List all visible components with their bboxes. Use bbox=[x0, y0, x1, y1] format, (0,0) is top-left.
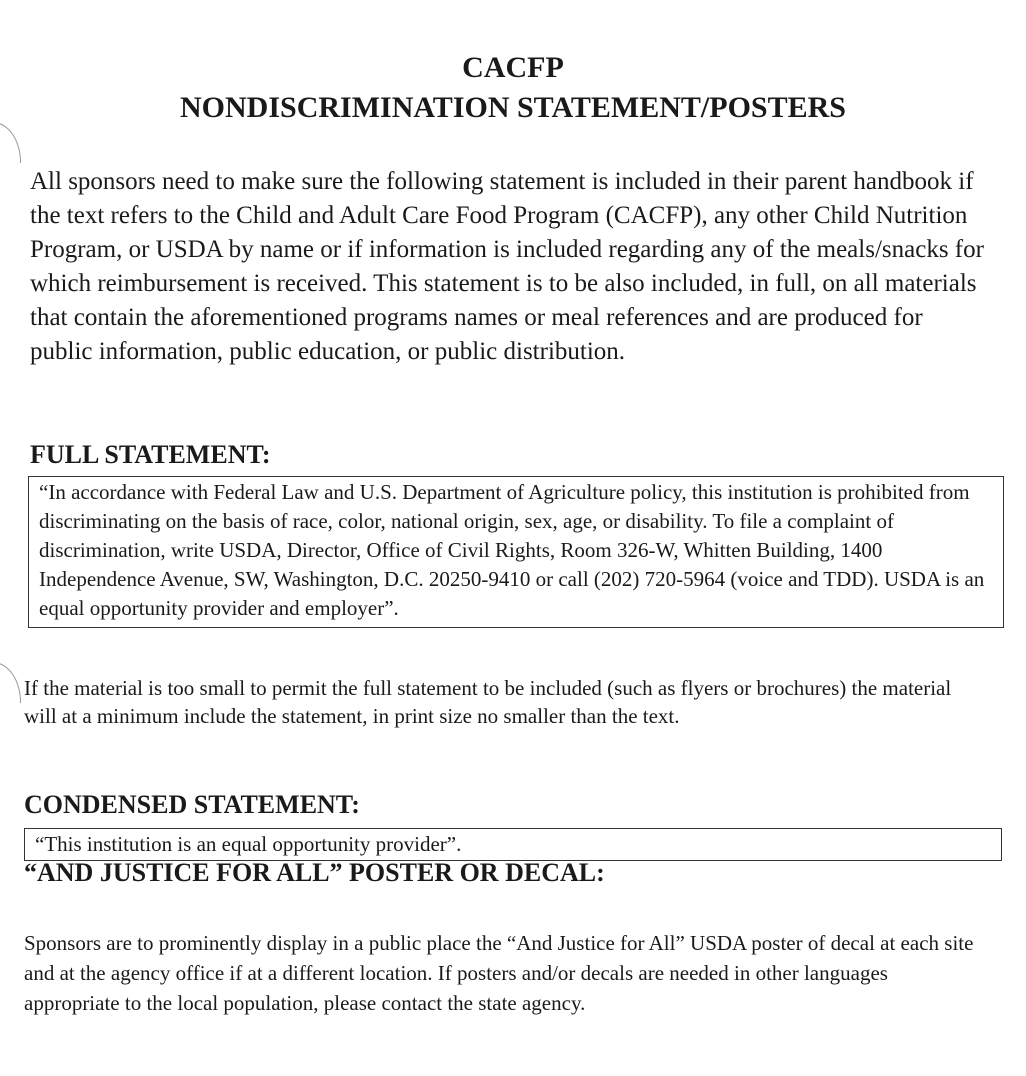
poster-paragraph: Sponsors are to prominently display in a public place the “And Justice for All” USDA poster of decal at each site and at the agency office if at a different location. If posters and/or decals are needed in other languages appropriate to the local population, please contact the state agency. bbox=[24, 931, 974, 1015]
page-curl-mark bbox=[0, 662, 21, 703]
document-title-line-2: NONDISCRIMINATION STATEMENT/POSTERS bbox=[180, 91, 846, 124]
page-curl-mark bbox=[0, 122, 21, 163]
small-material-paragraph: If the material is too small to permit the full statement to be included (such as flyers or brochures) the material will at a minimum include the statement, in print size no smaller than the text. bbox=[24, 676, 952, 728]
document-title-line-1: CACFP bbox=[462, 51, 564, 84]
condensed-statement-box: “This institution is an equal opportunity provider”. bbox=[24, 828, 1002, 861]
full-statement-box: “In accordance with Federal Law and U.S. Department of Agriculture policy, this institution is prohibited from discriminating on the basis of race, color, national origin, sex, age, or disability. To file a complaint of discrimination, write USDA, Director, Office of Civil Rights, Room 326-W, Whitten Building, 1400 Independence Avenue, SW, Washington, D.C. 20250-9410 or call (202) 720-5964 (voice and TDD). USDA is an equal opportunity provider and employer”. bbox=[28, 476, 1004, 628]
full-statement-heading: FULL STATEMENT: bbox=[30, 440, 271, 469]
poster-heading: “AND JUSTICE FOR ALL” POSTER OR DECAL: bbox=[24, 858, 605, 887]
intro-paragraph: All sponsors need to make sure the following statement is included in their parent handbook if the text refers to the Child and Adult Care Food Program (CACFP), any other Child Nutrition Program, or USDA by name or if information is included regarding any of the meals/snacks for which reimbursement is received. This statement is to be also included, in full, on all materials that contain the aforementioned programs names or meal references and are produced for public information, public education, or public distribution. bbox=[30, 168, 984, 365]
condensed-statement-heading: CONDENSED STATEMENT: bbox=[24, 790, 360, 819]
